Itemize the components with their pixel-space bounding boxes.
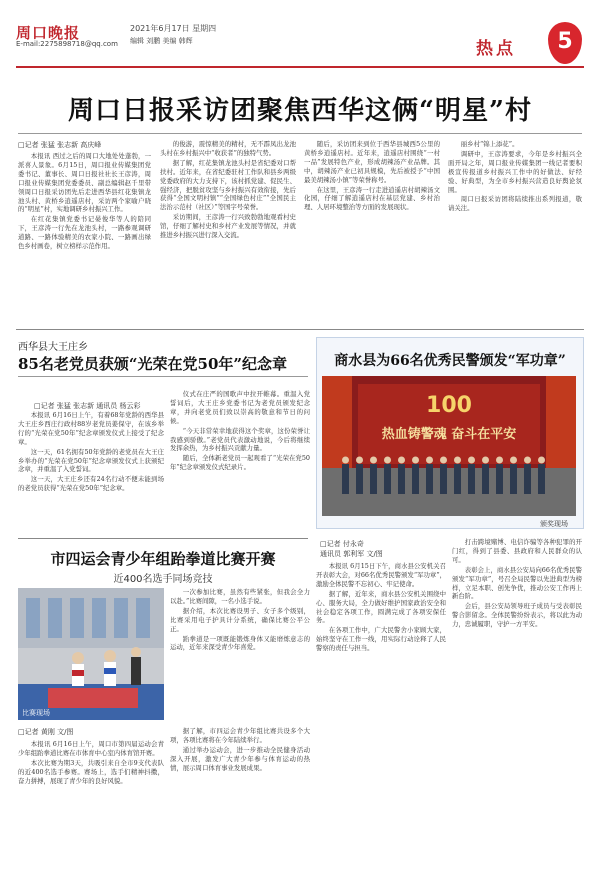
newspaper-logo: 周口晚报 xyxy=(16,24,81,42)
paragraph: 丽乡村“锦上添花”。 xyxy=(460,140,519,148)
paragraph: 在各项工作中，广大民警舍小家顾大家，始终坚守在工作一线，用实际行动诠释了人民警察的责任与担当。 xyxy=(316,626,446,653)
paragraph: 调研中，王彦涛要求，今年是乡村振兴全面开局之年，周口报业传媒集团一线记者要积极宣传报道乡村振兴工作中的好做法、好经验、好典型，为全市乡村振兴营造良好舆论氛围。 xyxy=(448,149,582,194)
masthead-email: E-mail:2275898718@qq.com xyxy=(16,40,118,48)
police-article-col1 xyxy=(316,562,446,880)
photo-banner-text: 热血铸警魂 奋斗在平安 xyxy=(381,427,517,442)
taekwondo-photo-graphic xyxy=(18,588,164,720)
sport-headline: 市四运会青少年组跆拳道比赛开赛 xyxy=(50,550,276,568)
page-number-badge: 5 xyxy=(548,22,582,64)
paragraph: 本报讯 西过之后的周口大地处处蓬勃，一派喜人景象。6月15日，周口报业传媒集团党委书记、董事长、周口日报社社长王彦涛，周口报业传媒集团党委委员、副总编辑赵千里带领周口日报采访团先后走进西华县红花集镇龙池头村、黄桥乡逍遥店村，采访两个家喻户晓的“明星”村，实地调研乡村振兴工作。 xyxy=(18,152,151,214)
paragraph: 本报讯 6月16日上午，周口市第四届运动会青少年组跆拳道比赛在市体育中心室内体育馆开赛。 xyxy=(18,740,164,757)
sport-article-col2 xyxy=(170,588,310,720)
paragraph: “今天非常荣幸地获得这个奖章，这份荣誉让我感到骄傲。”老党员代表激动地说，今后将继续发挥余热，为乡村振兴贡献力量。 xyxy=(170,426,310,453)
paragraph: 本报讯 6月16日上午，有着68年党龄的西华县大王庄乡西庄行政村88岁老党员姜保守，在该乡举行的“光荣在党50年”纪念章颁发仪式上接受了纪念章。 xyxy=(18,411,164,446)
paragraph: 据了解，近年来，商水县公安机关围绕中心、服务大局，全力做好维护国家政治安全和社会稳定各项工作，圆满完成了各项安保任务。 xyxy=(316,589,446,625)
party-headline: 85名老党员获颁“光荣在党50年”纪念章 xyxy=(18,355,288,373)
paragraph: 表彰会上，商水县公安局向66名优秀民警颁发“军功章”，号召全局民警以先进典型为榜样，立足本职、创先争优，推动公安工作再上新台阶。 xyxy=(452,565,582,601)
taekwondo-photo xyxy=(18,588,164,720)
paragraph: 在红花集镇党委书记晏俊华等人的陪同下，王彦涛一行先在龙池头村，一路参观调研道路、一路体验精美的农家小院、一路画出绿色乡村画卷，树立榜样示范作用。 xyxy=(18,215,151,251)
police-headline: 商水县为66名优秀民警颁发“军功章” xyxy=(334,353,566,369)
party-article-col1 xyxy=(18,411,164,529)
main-article-col3 xyxy=(304,140,440,322)
sport-photo-caption: 比赛现场 xyxy=(22,709,50,717)
paragraph: 本报讯 6月15日下午，商水县公安机关召开表彰大会，对66名优秀民警颁发“军功章”，激励全体民警不忘初心、牢记使命。 xyxy=(316,562,446,588)
paragraph: 跆拳道是一项既能锻炼身体又能磨炼意志的运动，近年来深受青少年喜爱。 xyxy=(170,634,310,652)
main-article-col2 xyxy=(160,140,296,322)
party-article-col2 xyxy=(170,390,310,528)
party-kicker: 西华县大王庄乡 xyxy=(18,342,88,353)
main-headline: 周口日报采访团聚焦西华这俩“明星”村 xyxy=(68,96,532,126)
award-ceremony-photo xyxy=(322,376,576,516)
paragraph: 打击跨境赌博、电信诈骗等各种犯罪的开门红，得到了县委、县政府和人民群众的认可。 xyxy=(452,538,582,564)
paragraph: 在这里，王彦涛一行走进逍遥店村胡辣汤文化园，仔细了解逍遥店村在基层党建、乡村治理、人居环境整治等方面的发展现状。 xyxy=(304,185,440,212)
police-photo-caption: 颁奖现场 xyxy=(540,520,568,528)
main-article-col4 xyxy=(448,140,582,322)
main-byline: □记者 张猛 张志新 高庆峰 xyxy=(18,141,102,149)
main-article-col1 xyxy=(18,152,151,322)
masthead-date: 2021年6月17日 星期四 xyxy=(130,24,217,33)
ceremony-photo-graphic xyxy=(322,376,576,516)
paragraph: 一次参加比赛，虽然有些紧张，但我会全力以赴。”比赛间隙，一名小选手说。 xyxy=(170,588,310,605)
sport-article-col3 xyxy=(170,727,310,880)
section-divider xyxy=(18,538,308,539)
paragraph: 随后，采访团来到位于西华县城西5公里的黄桥乡逍遥店村。近年来，逍遥店村围绕“一村一品”发展特色产业，形成胡辣汤产业品牌。其中，胡辣汤产业已初具规模，先后被授予“中国最美胡辣汤小镇”等荣誉称号。 xyxy=(304,140,440,184)
sport-byline: □记者 黄刚 文/图 xyxy=(18,728,74,736)
paragraph: 会后，县公安局领导班子成员与受表彰民警合影留念。全体民警纷纷表示，将以此为动力，忠诚履职，守护一方平安。 xyxy=(452,602,582,629)
svg-text:100: 100 xyxy=(426,393,472,418)
headline-rule xyxy=(18,133,582,134)
sport-subheadline: 近400名选手同场竞技 xyxy=(113,574,213,585)
masthead-rule xyxy=(16,66,584,68)
headline-rule xyxy=(18,376,308,377)
paragraph: 周口日报采访团将陆续推出系列报道，敬请关注。 xyxy=(448,195,582,213)
paragraph: 这一天，大王庄乡还有24名行动不便未能到场的老党员获得“光荣在党50年”纪念章。 xyxy=(18,475,164,493)
party-byline: □记者 张猛 张志新 通讯员 杨云彩 xyxy=(34,402,141,410)
paragraph: 随后，全体新老党员一起观看了“光荣在党50年”纪念章颁发仪式纪录片。 xyxy=(170,454,310,472)
paragraph: 采访期间，王彦涛一行兴致勃勃地观看村史馆，仔细了解村史和乡村产业发展等情况，并就推进乡村振兴进行深入交流。 xyxy=(160,213,296,240)
paragraph: 据介绍，本次比赛设男子、女子多个级别，比赛采用电子护具计分系统，确保比赛公平公正。 xyxy=(170,606,310,633)
paragraph: 通过举办运动会，进一步推动全民健身活动深入开展，激发广大青少年参与体育运动的热情，展示周口体育事业发展成果。 xyxy=(170,745,310,772)
paragraph: 据了解，红花集镇龙池头村是省纪委对口帮扶村。近年来，在省纪委驻村工作队和县乡两级党委政府的大力支持下，该村抓党建、促民生、强经济，把脱贫攻坚与乡村振兴有效衔接，先后获得“全国文明村镇”“全国绿色村庄”“全国民主法治示范村（社区）”等国字号荣誉。 xyxy=(160,158,296,212)
paragraph: 本次比赛为期3天，共吸引来自全市9支代表队的近400名选手参赛。赛场上，选手们精神抖擞，奋力拼搏，展现了青少年的良好风貌。 xyxy=(18,758,164,785)
section-name: 热点 xyxy=(476,39,516,59)
paragraph: 的俊游，震惊精美的精村，无不霹凤出龙池头村在乡村振兴中“收获者”的独特气势。 xyxy=(160,140,296,157)
paragraph: 这一天，61名拥有50年党龄的老党员在大王庄乡举办的“光荣在党50年”纪念章颁发仪式上获颁纪念章，并重温了入党誓词。 xyxy=(18,447,164,474)
paragraph: 据了解，市四运会青少年组比赛共设多个大项，各项比赛将在今年陆续举行。 xyxy=(170,727,310,744)
sport-article-col1 xyxy=(18,740,164,880)
section-divider xyxy=(16,329,584,330)
police-byline: □记者 付永奇 通讯员 郭利军 文/图 xyxy=(320,540,383,558)
masthead-editor: 编辑 刘鹏 美编 韩辉 xyxy=(130,37,193,45)
police-article-col2 xyxy=(452,538,582,880)
paragraph: 仪式在庄严的国歌声中拉开帷幕。重温入党誓词后，大王庄乡党委书记为老党员颁发纪念章，并向老党员们致以崇高的敬意和节日的问候。 xyxy=(170,390,310,425)
